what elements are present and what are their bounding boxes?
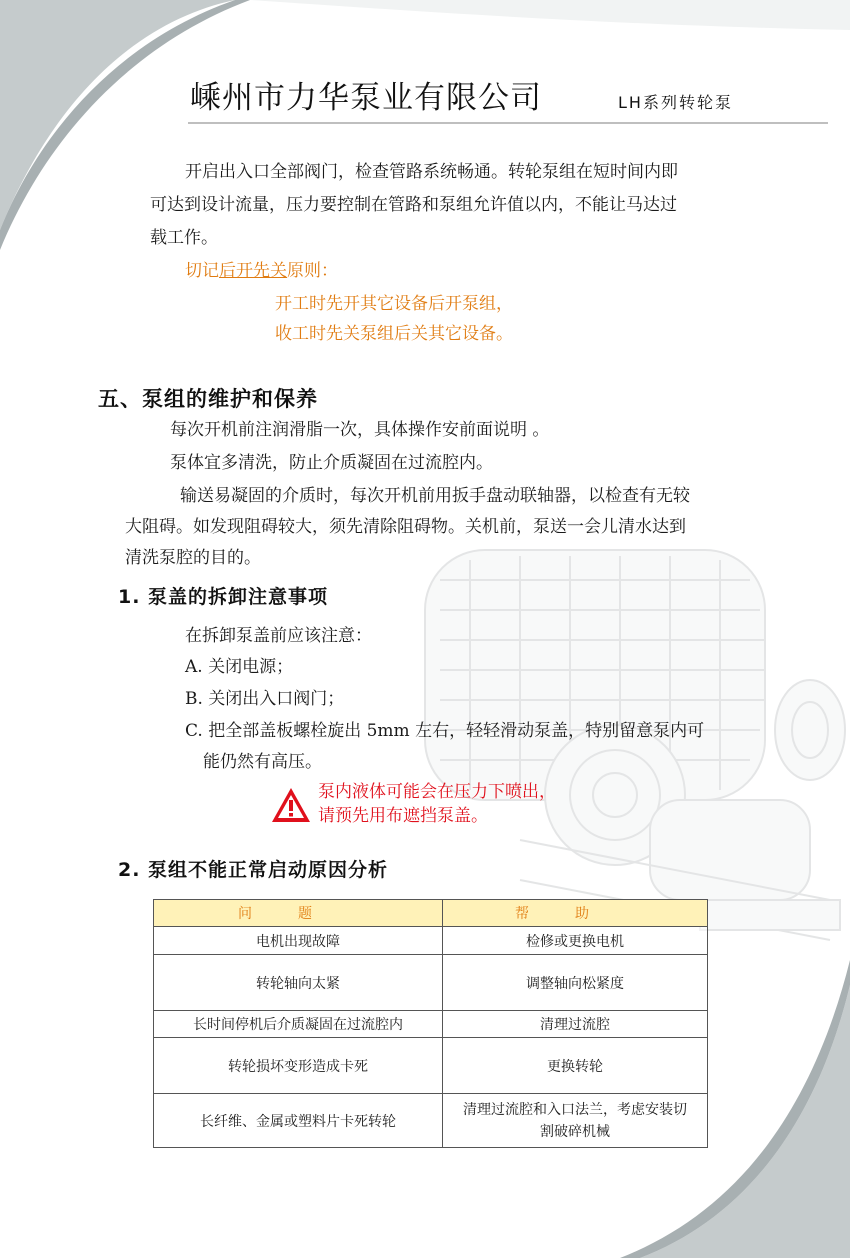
intro-line-3: 载工作。 [150, 228, 218, 248]
section-5-para-line-3: 清洗泵腔的目的。 [125, 548, 261, 568]
product-series: LH系列转轮泵 [618, 93, 733, 112]
company-name: 嵊州市力华泵业有限公司 [190, 80, 542, 116]
help-cell: 更换转轮 [443, 1038, 708, 1094]
problem-cell: 电机出现故障 [154, 927, 443, 955]
table-row [154, 1011, 708, 1038]
section-5-para-line-1: 输送易凝固的介质时，每次开机前用扳手盘动联轴器，以检查有无较 [180, 486, 690, 506]
table-row [154, 927, 708, 955]
column-header-help: 帮助 [443, 900, 708, 927]
help-cell [443, 1094, 708, 1148]
problem-cell: 长纤维、金属或塑料片卡死转轮 [154, 1094, 443, 1148]
subsection-2-title: 2. 泵组不能正常启动原因分析 [118, 859, 389, 881]
help-line-1: 清理过流腔和入口法兰，考虑安装切 [463, 1101, 687, 1118]
step-a: A. 关闭电源； [185, 657, 294, 677]
troubleshooting-table [153, 899, 708, 1148]
column-header-problem: 问题 [154, 900, 443, 927]
table-row [154, 1038, 708, 1094]
help-cell: 检修或更换电机 [443, 927, 708, 955]
section-5-line-2: 泵体宜多清洗，防止介质凝固在过流腔内。 [170, 453, 493, 473]
help-cell: 清理过流腔 [443, 1011, 708, 1038]
subsection-1-intro: 在拆卸泵盖前应该注意： [185, 626, 372, 646]
help-line-2: 割破碎机械 [540, 1123, 610, 1140]
warning-line-1: 泵内液体可能会在压力下喷出， [318, 782, 556, 802]
help-cell: 调整轴向松紧度 [443, 955, 708, 1011]
step-b: B. 关闭出入口阀门； [185, 689, 345, 709]
warning-line-2: 请预先用布遮挡泵盖。 [318, 806, 488, 826]
problem-cell: 转轮损坏变形造成卡死 [154, 1038, 443, 1094]
rule-keyword: 后开先关 [219, 261, 287, 281]
rule-line-1: 开工时先开其它设备后开泵组， [275, 294, 513, 314]
table-row [154, 955, 708, 1011]
section-5-para-line-2: 大阻碍。如发现阻碍较大，须先清除阻碍物。关机前，泵送一会儿清水达到 [125, 517, 686, 537]
rule-line-2: 收工时先关泵组后关其它设备。 [275, 324, 513, 344]
step-c-line-1: C. 把全部盖板螺栓旋出 5mm 左右，轻轻滑动泵盖，特别留意泵内可 [185, 721, 705, 741]
table-row [154, 1094, 708, 1148]
intro-line-2: 可达到设计流量，压力要控制在管路和泵组允许值以内，不能让马达过 [150, 195, 677, 215]
section-5-title: 五、泵组的维护和保养 [98, 387, 318, 411]
problem-cell: 转轮轴向太紧 [154, 955, 443, 1011]
problem-cell: 长时间停机后介质凝固在过流腔内 [154, 1011, 443, 1038]
rule-heading [185, 255, 338, 288]
rule-suffix: 原则： [287, 261, 338, 281]
table-header-row [154, 900, 708, 927]
rule-prefix: 切记 [185, 261, 219, 281]
warning-message [318, 780, 556, 828]
subsection-1-title: 1. 泵盖的拆卸注意事项 [118, 586, 329, 608]
section-5-line-1: 每次开机前注润滑脂一次，具体操作安前面说明 。 [170, 420, 550, 440]
warning-icon [270, 786, 312, 824]
intro-line-1: 开启出入口全部阀门，检查管路系统畅通。转轮泵组在短时间内即 [185, 162, 678, 182]
header-divider [188, 122, 828, 124]
step-c-line-2: 能仍然有高压。 [203, 752, 322, 772]
